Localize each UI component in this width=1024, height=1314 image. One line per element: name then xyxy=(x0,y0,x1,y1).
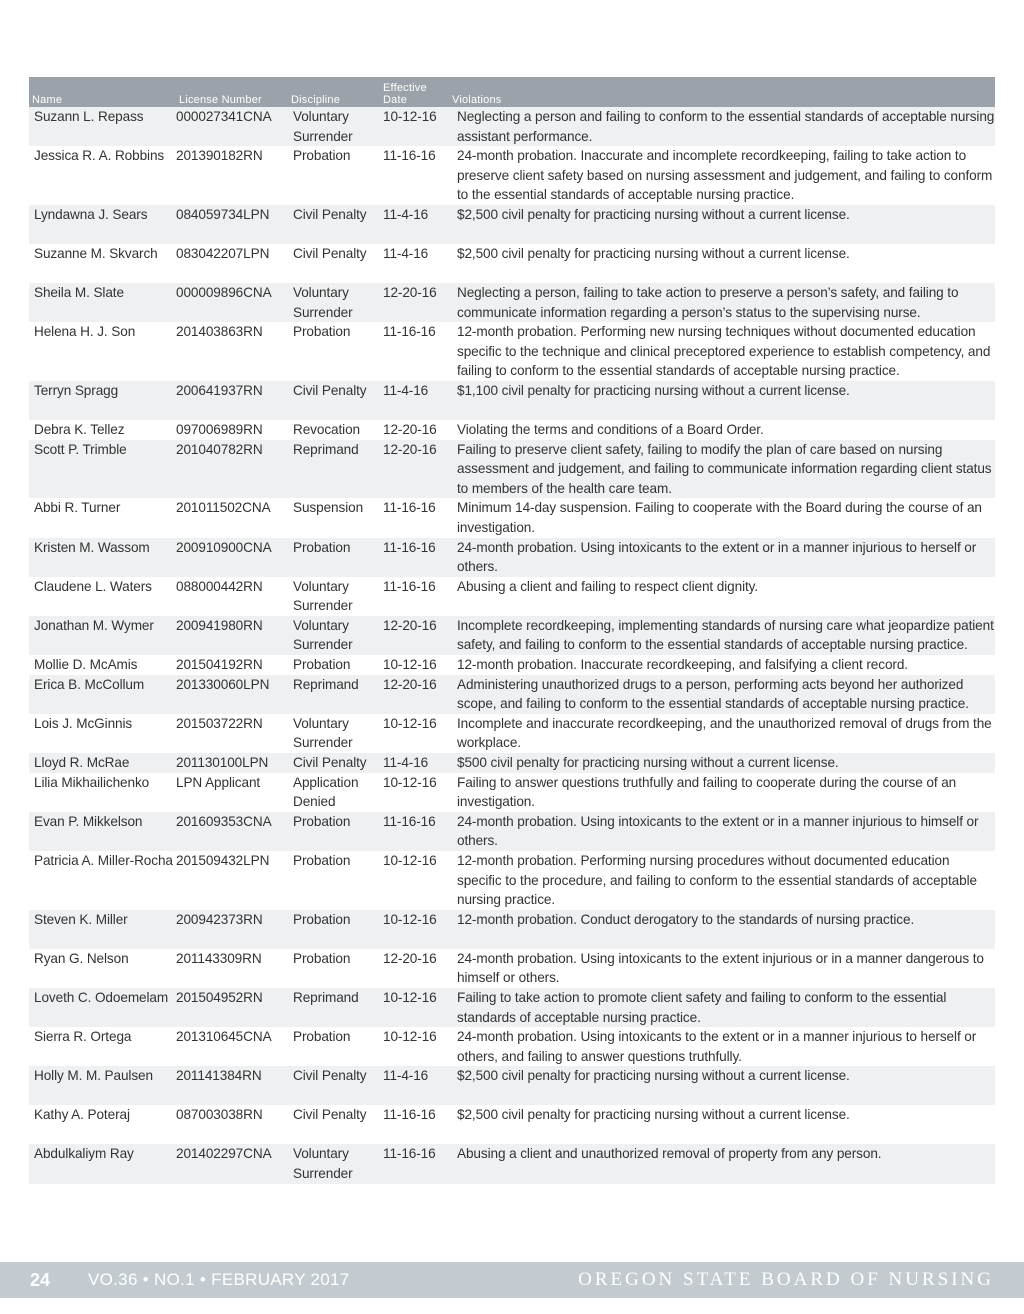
discipline: Civil Penalty xyxy=(293,245,367,261)
violations: 24-month probation. Using intoxicants to the extent or in a manner injurious to himself or others. xyxy=(457,813,979,849)
header-name: Name xyxy=(32,94,63,106)
violations: Neglecting a person, failing to take action to preserve a person’s safety, and failing to communicate information regarding a person’s status to the supervising nurse. xyxy=(457,284,959,320)
violations: Minimum 14-day suspension. Failing to cooperate with the Board during the course of an investigation. xyxy=(457,500,982,535)
discipline: Civil Penalty xyxy=(293,1107,367,1123)
violations: Failing to answer questions truthfully and failing to cooperate during the course of an investigation. xyxy=(457,774,957,810)
effective-date: 11-16-16 xyxy=(383,324,436,340)
effective-date: 10-12-16 xyxy=(383,109,437,124)
licensee-name: Ryan G. Nelson xyxy=(34,950,129,966)
license-number: 097006989RN xyxy=(176,421,263,437)
effective-date: 11-4-16 xyxy=(383,206,429,222)
license-number: 200941980RN xyxy=(176,617,263,633)
violations: Neglecting a person and failing to conform to the essential standards of acceptable nursing assistant performance. xyxy=(457,109,995,144)
table-row xyxy=(29,283,995,322)
licensee-name: Holly M. M. Paulsen xyxy=(34,1068,153,1084)
effective-date: 12-20-16 xyxy=(383,950,437,966)
licensee-name: Mollie D. McAmis xyxy=(34,657,138,673)
license-number: 201040782RN xyxy=(176,441,263,457)
effective-date: 11-16-16 xyxy=(383,1107,436,1123)
violations: $500 civil penalty for practicing nursing without a current license. xyxy=(457,755,839,771)
table-row xyxy=(29,146,995,205)
license-number: 083042207LPN xyxy=(176,245,270,261)
discipline: Voluntary Surrender xyxy=(293,715,353,751)
discipline: Reprimand xyxy=(293,676,359,692)
licensee-name: Helena H. J. Son xyxy=(34,324,136,340)
table-row xyxy=(29,753,995,773)
licensee-name: Evan P. Mikkelson xyxy=(34,813,143,829)
violations: $1,100 civil penalty for practicing nursing without a current license. xyxy=(457,382,850,398)
table-row xyxy=(29,1105,995,1144)
effective-date: 11-16-16 xyxy=(383,539,436,555)
table-row xyxy=(29,1027,995,1066)
license-number: 201141384RN xyxy=(176,1068,262,1084)
table-body xyxy=(29,107,995,1184)
discipline: Suspension xyxy=(293,500,364,516)
violations: 12-month probation. Performing new nursing techniques without documented education specific to the technique and clinical preceptored experience to establish competency, and failing to conform to the essential standards of acceptable nursing practice. xyxy=(457,324,991,379)
page-number: 24 xyxy=(30,1269,51,1290)
licensee-name: Claudene L. Waters xyxy=(34,578,152,594)
effective-date: 11-4-16 xyxy=(383,755,429,771)
licensee-name: Lloyd R. McRae xyxy=(34,755,130,771)
effective-date: 11-4-16 xyxy=(383,1068,429,1084)
table-row xyxy=(29,675,995,714)
licensee-name: Steven K. Miller xyxy=(34,911,128,927)
violations: Administering unauthorized drugs to a person, performing acts beyond her authorized scope, and failing to conform to the essential standards of acceptable nursing practice. xyxy=(457,676,969,712)
table-row xyxy=(29,988,995,1027)
effective-date: 10-12-16 xyxy=(383,911,437,927)
discipline: Probation xyxy=(293,853,351,868)
license-number: 201390182RN xyxy=(176,148,263,164)
effective-date: 11-16-16 xyxy=(383,1146,436,1162)
licensee-name: Abbi R. Turner xyxy=(34,500,121,516)
license-number: 084059734LPN xyxy=(176,206,270,222)
violations: 12-month probation. Conduct derogatory to the standards of nursing practice. xyxy=(457,911,915,927)
violations: 12-month probation. Performing nursing procedures without documented education specific to the procedure, and failing to conform to the essential standards of acceptable nursing practice. xyxy=(457,853,977,908)
table-row xyxy=(29,205,995,244)
discipline: Voluntary Surrender xyxy=(293,1146,353,1181)
effective-date: 11-16-16 xyxy=(383,578,436,594)
effective-date: 12-20-16 xyxy=(383,617,437,633)
table-row xyxy=(29,538,995,577)
effective-date: 10-12-16 xyxy=(383,715,437,731)
table-row xyxy=(29,812,995,851)
licensee-name: Jessica R. A. Robbins xyxy=(34,148,165,164)
license-number: 201504192RN xyxy=(176,657,263,673)
licensee-name: Abdulkaliym Ray xyxy=(34,1146,134,1162)
license-number: 200942373RN xyxy=(176,911,263,927)
header-discipline: Discipline xyxy=(291,94,341,106)
discipline: Civil Penalty xyxy=(293,206,367,222)
discipline: Voluntary Surrender xyxy=(293,578,353,614)
licensee-name: Loveth C. Odoemelam xyxy=(34,989,169,1005)
table-row xyxy=(29,1066,995,1105)
license-number: 200641937RN xyxy=(176,382,263,398)
discipline: Probation xyxy=(293,148,351,164)
table-row xyxy=(29,244,995,283)
licensee-name: Sierra R. Ortega xyxy=(34,1029,132,1045)
table-row xyxy=(29,910,995,949)
discipline: Reprimand xyxy=(293,441,359,457)
license-number: 000009896CNA xyxy=(176,284,272,300)
violations: $2,500 civil penalty for practicing nursing without a current license. xyxy=(457,1068,850,1084)
effective-date: 11-4-16 xyxy=(383,382,429,398)
violations: $2,500 civil penalty for practicing nursing without a current license. xyxy=(457,206,850,222)
license-number: 200910900CNA xyxy=(176,539,272,555)
table-row xyxy=(29,851,995,910)
license-number: 201330060LPN xyxy=(176,676,270,692)
effective-date: 11-16-16 xyxy=(383,500,436,516)
effective-date: 10-12-16 xyxy=(383,853,437,868)
discipline: Civil Penalty xyxy=(293,755,367,771)
table-row xyxy=(29,655,995,675)
discipline: Revocation xyxy=(293,421,361,437)
violations: 24-month probation. Inaccurate and incomplete recordkeeping, failing to take action to preserve client safety based on nursing assessment and judgement, and failing to conform to the essential standards of acceptable nursing practice. xyxy=(457,148,993,203)
violations: Failing to take action to promote client safety and failing to conform to the essential standards of acceptable nursing practice. xyxy=(457,989,947,1025)
discipline: Probation xyxy=(293,539,351,555)
violations: Abusing a client and failing to respect client dignity. xyxy=(457,578,759,594)
license-number: 201402297CNA xyxy=(176,1146,272,1162)
table-header xyxy=(29,77,995,107)
table-row xyxy=(29,714,995,753)
license-number: 201403863RN xyxy=(176,324,263,340)
licensee-name: Kathy A. Poteraj xyxy=(34,1107,130,1123)
license-number: 201609353CNA xyxy=(176,813,272,829)
license-number: 201504952RN xyxy=(176,989,263,1005)
licensee-name: Debra K. Tellez xyxy=(34,421,125,437)
license-number: 201509432LPN xyxy=(176,853,270,868)
discipline: Application Denied xyxy=(293,774,359,810)
violations: 24-month probation. Using intoxicants to the extent or in a manner injurious to herself or others, and failing to answer questions truthfully. xyxy=(457,1029,977,1064)
licensee-name: Patricia A. Miller-Rocha xyxy=(34,853,173,868)
violations: 24-month probation. Using intoxicants to the extent or in a manner injurious to herself or others. xyxy=(457,539,977,575)
license-number: LPN Applicant xyxy=(176,774,261,790)
discipline: Probation xyxy=(293,324,351,340)
table-row xyxy=(29,420,995,440)
table-row xyxy=(29,1144,995,1183)
header-effective-date: Effective Date xyxy=(383,82,427,106)
effective-date: 12-20-16 xyxy=(383,284,437,300)
licensee-name: Suzann L. Repass xyxy=(34,109,144,124)
effective-date: 11-16-16 xyxy=(383,813,436,829)
violations: 24-month probation. Using intoxicants to the extent injurious or in a manner dangerous to himself or others. xyxy=(457,950,984,986)
table-row xyxy=(29,773,995,812)
licensee-name: Scott P. Trimble xyxy=(34,441,127,457)
violations: Violating the terms and conditions of a Board Order. xyxy=(457,421,764,437)
licensee-name: Jonathan M. Wymer xyxy=(34,617,154,633)
effective-date: 10-12-16 xyxy=(383,657,437,673)
discipline: Civil Penalty xyxy=(293,382,367,398)
header-violations: Violations xyxy=(452,94,502,106)
effective-date: 12-20-16 xyxy=(383,676,437,692)
violations: Incomplete and inaccurate recordkeeping, and the unauthorized removal of drugs from the workplace. xyxy=(457,715,992,751)
table-row xyxy=(29,498,995,537)
effective-date: 12-20-16 xyxy=(383,421,437,437)
effective-date: 10-12-16 xyxy=(383,1029,437,1045)
organization-name: OREGON STATE BOARD OF NURSING xyxy=(578,1269,994,1290)
license-number: 000027341CNA xyxy=(176,109,272,124)
table-row xyxy=(29,616,995,655)
licensee-name: Suzanne M. Skvarch xyxy=(34,245,158,261)
effective-date: 10-12-16 xyxy=(383,774,437,790)
issue-info: VO.36 • NO.1 • FEBRUARY 2017 xyxy=(88,1270,350,1289)
table-row xyxy=(29,381,995,420)
effective-date: 10-12-16 xyxy=(383,989,437,1005)
effective-date: 11-16-16 xyxy=(383,148,436,164)
effective-date: 11-4-16 xyxy=(383,245,429,261)
discipline: Voluntary Surrender xyxy=(293,109,353,144)
license-number: 201503722RN xyxy=(176,715,263,731)
licensee-name: Sheila M. Slate xyxy=(34,284,124,300)
violations: Failing to preserve client safety, failing to modify the plan of care based on nursing assessment and judgement, and failing to communicate information regarding client status to members of the health care team. xyxy=(457,441,992,496)
discipline: Reprimand xyxy=(293,989,359,1005)
discipline: Probation xyxy=(293,911,351,927)
licensee-name: Lois J. McGinnis xyxy=(34,715,133,731)
licensee-name: Erica B. McCollum xyxy=(34,676,145,692)
license-number: 088000442RN xyxy=(176,578,263,594)
license-number: 087003038RN xyxy=(176,1107,263,1123)
effective-date: 12-20-16 xyxy=(383,441,437,457)
discipline: Voluntary Surrender xyxy=(293,284,353,320)
discipline: Probation xyxy=(293,1029,351,1045)
license-number: 201310645CNA xyxy=(176,1029,272,1045)
discipline: Probation xyxy=(293,657,351,673)
license-number: 201143309RN xyxy=(176,950,262,966)
licensee-name: Kristen M. Wassom xyxy=(34,539,150,555)
violations: Abusing a client and unauthorized removal of property from any person. xyxy=(457,1146,882,1162)
license-number: 201011502CNA xyxy=(176,500,271,516)
table-row xyxy=(29,440,995,499)
licensee-name: Lyndawna J. Sears xyxy=(34,206,148,222)
page-footer xyxy=(0,1262,1024,1298)
violations: $2,500 civil penalty for practicing nursing without a current license. xyxy=(457,1107,850,1123)
table-row xyxy=(29,322,995,381)
licensee-name: Lilia Mikhailichenko xyxy=(34,774,150,790)
discipline: Probation xyxy=(293,813,351,829)
table-row xyxy=(29,107,995,146)
license-number: 201130100LPN xyxy=(176,755,269,771)
licensee-name: Terryn Spragg xyxy=(34,382,119,398)
header-license: License Number xyxy=(179,94,262,106)
discipline: Probation xyxy=(293,950,351,966)
violations: $2,500 civil penalty for practicing nursing without a current license. xyxy=(457,245,850,261)
discipline: Voluntary Surrender xyxy=(293,617,353,653)
discipline: Civil Penalty xyxy=(293,1068,367,1084)
discipline-table xyxy=(29,77,995,1184)
violations: Incomplete recordkeeping, implementing standards of nursing care what jeopardize patient safety, and failing to conform to the essential standards of acceptable nursing practice. xyxy=(457,617,994,653)
table-row xyxy=(29,949,995,988)
table-row xyxy=(29,577,995,616)
violations: 12-month probation. Inaccurate recordkeeping, and falsifying a client record. xyxy=(457,657,908,673)
